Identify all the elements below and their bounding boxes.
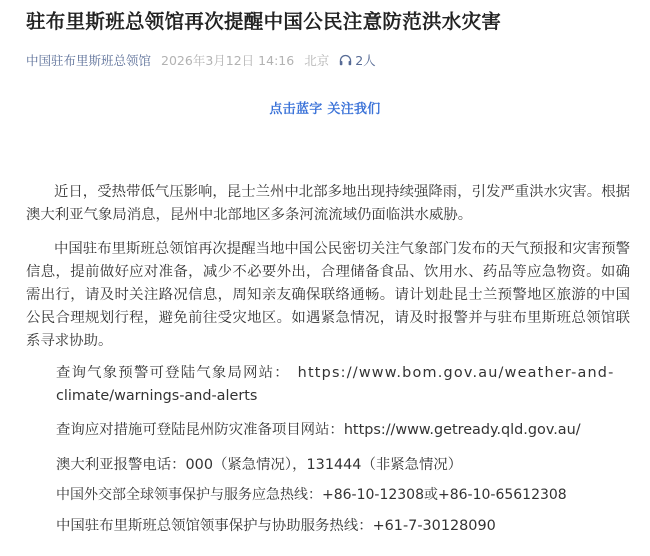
consulate-hotline-info: 中国驻布里斯班总领馆领事保护与协助服务热线：+61-7-30128090 xyxy=(56,518,496,534)
publish-location: 北京 xyxy=(304,53,330,68)
paragraph: 近日，受热带低气压影响，昆士兰州中北部多地出现持续强降雨，引发严重洪水灾害。根据澳大利亚气象局消息，昆州中北部地区多条河流流域仍面临洪水威胁。 xyxy=(26,184,630,223)
headphones-icon xyxy=(339,54,352,66)
weather-info xyxy=(56,362,636,408)
paragraph: 中国驻布里斯班总领馆再次提醒当地中国公民密切关注气象部门发布的天气预报和灾害预警信息，提前做好应对准备，减少不必要外出，合理储备食品、饮用水、药品等应急物资。如确需出行，请及时关注路况信息，周知亲友确保联络通畅。请计划赴昆士兰预警地区旅游的中国公民合理规划行程，避免前往受灾地区。如遇紧急情况，请及时报警并与驻布里斯班总领馆联系寻求协助。 xyxy=(26,241,630,349)
weather-info-line[interactable]: 查询气象预警可登陆气象局网站： https://www.bom.gov.au/weather-and- xyxy=(56,365,615,381)
weather-info-line[interactable]: climate/warnings-and-alerts xyxy=(56,388,258,404)
police-info: 澳大利亚报警电话：000（紧急情况），131444（非紧急情况） xyxy=(56,457,463,473)
article-body xyxy=(26,181,630,353)
article-title: 驻布里斯班总领馆再次提醒中国公民注意防范洪水灾害 xyxy=(26,10,502,33)
listener-count: 2人 xyxy=(355,53,376,68)
publish-date: 2026年3月12日 14:16 xyxy=(161,53,295,68)
mfa-hotline-info: 中国外交部全球领事保护与服务应急热线：+86-10-12308或+86-10-65612308 xyxy=(56,487,567,503)
article-meta xyxy=(26,51,376,69)
follow-prompt-link[interactable]: 点击蓝字 关注我们 xyxy=(269,102,381,117)
disaster-info[interactable]: 查询应对措施可登陆昆州防灾准备项目网站：https://www.getready.qld.gov.au/ xyxy=(56,422,581,438)
account-name-link[interactable]: 中国驻布里斯班总领馆 xyxy=(26,53,152,68)
listen-button[interactable] xyxy=(339,51,375,69)
